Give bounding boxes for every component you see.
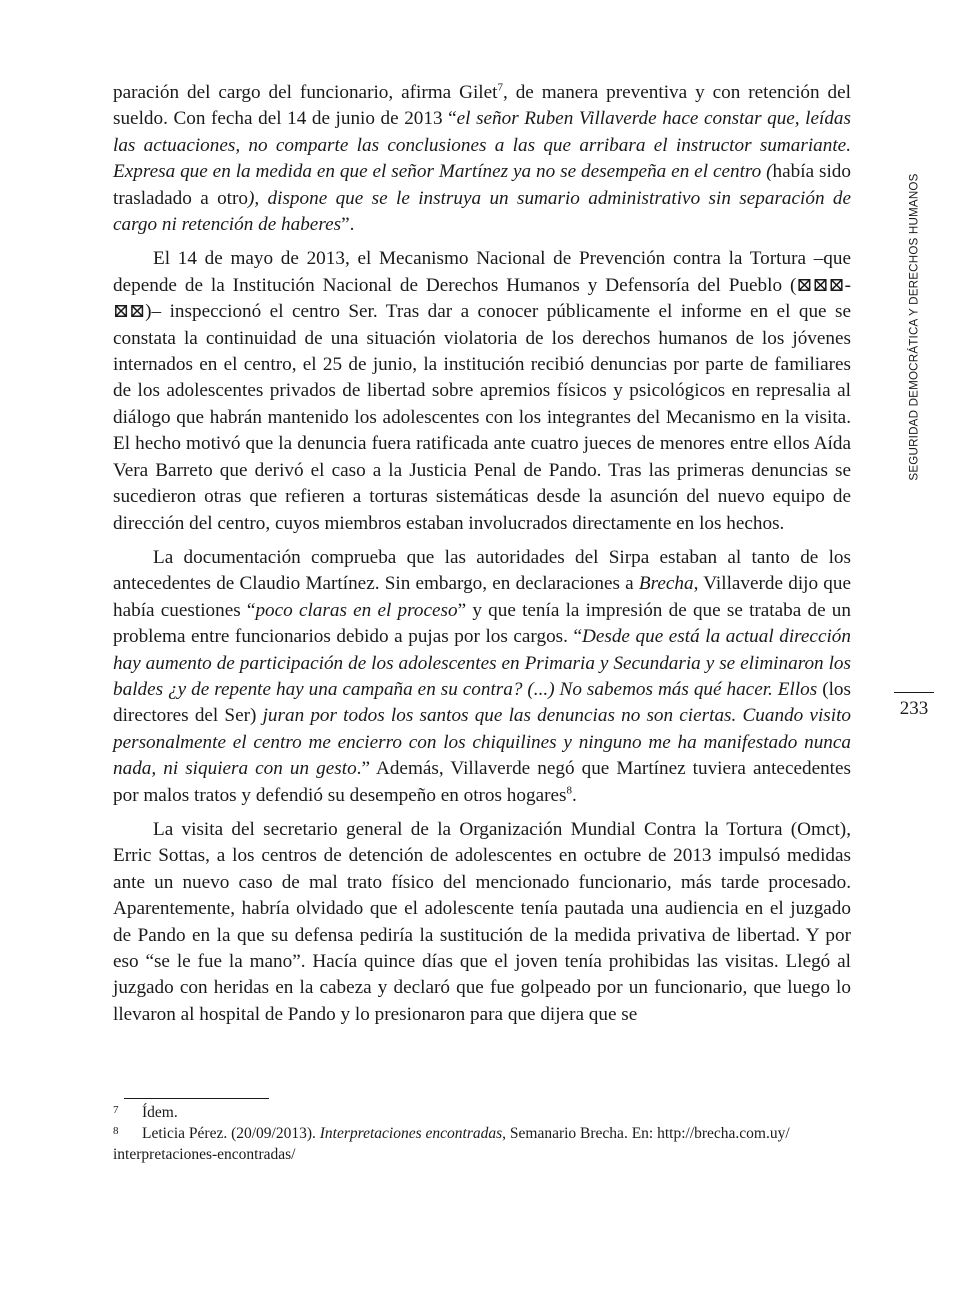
footnote-8-url-continuation: interpretaciones-encontradas/ <box>113 1146 296 1163</box>
paragraph-1 <box>113 80 851 238</box>
paragraph-3 <box>113 545 851 809</box>
text-run: ” y que tenía la impresión de que se trataba de un problema entre funcionarios debido a pujas por los cargos. “ <box>113 599 851 648</box>
italic-run: Desde que está la actual dirección hay aumento de participación de los adolescentes en Primaria y Secundaria y se eliminaron los baldes ¿y de repente hay una campaña en su contra? (...) No sabemos más qué hacer. Ellos <box>113 626 851 700</box>
italic-run: el señor Ruben Villaverde hace constar que, leídas las actuaciones, no comparte las conclusiones a las que arribara el instructor sumariante. Expresa que en la medida en que el señor Martínez ya no se desempeña en el centro ( <box>113 108 851 183</box>
footnote-7-number: 7 <box>113 1104 119 1116</box>
side-title-text: SEGURIDAD DEMOCRÁTICA Y DERECHOS HUMANOS <box>907 173 921 481</box>
footnote-7-text: Ídem. <box>142 1104 178 1121</box>
footnote-8-source: , Semanario Brecha. En: http://brecha.com.uy/ <box>502 1125 790 1142</box>
italic-run: poco claras en el proceso <box>255 599 458 621</box>
italic-run: ), dispone que se le instruya un sumario administrativo sin separación de cargo ni retención de haberes <box>113 187 852 236</box>
footnote-8 <box>113 1123 853 1144</box>
text-run: La visita del secretario general de la Organización Mundial Contra la Tortura (Omct), Erric Sottas, a los centros de detención de adolescentes en octubre de 2013 impulsó medidas ante un nuevo caso de mal trato físico del mencionado funcionario, más tarde procesado. Aparentemente, habría olvidado que el adolescente tenía pautada una audiencia en el juzgado de Pando en la que su defensa pediría la sustitución de la medida privativa de libertad. Y por eso “se le fue la mano”. Hacía quince días que el joven tenía prohibidas las visitas. Llegó al juzgado con heridas en la cabeza y declaró que fue golpeado por un funcionario, que luego lo llevaron al hospital de Pando y lo presionaron para que dijera que se <box>113 818 851 1025</box>
footnote-reference: 7 <box>497 81 503 94</box>
body-text <box>113 80 851 1036</box>
text-run: . <box>571 784 577 806</box>
footnote-8-number: 8 <box>113 1125 119 1137</box>
text-run: .” Además, Villaverde negó que Martínez tuviera antecedentes por malos tratos y defendió su desempeño en otros hogares <box>113 758 852 806</box>
italic-run: juran por todos los santos que las denuncias no son ciertas. Cuando visito personalmente el centro me encierro con los chiquilines y ninguno me ha manifestado nunca nada, ni siquiera con un gesto <box>113 705 851 780</box>
paragraph-2 <box>113 246 851 536</box>
running-side-title <box>904 168 924 486</box>
page-number: 233 <box>894 692 934 720</box>
footnote-8-citation: Leticia Pérez. (20/09/2013). <box>142 1125 320 1142</box>
text-run: había sido trasladado a otro <box>113 161 851 209</box>
footnote-divider <box>124 1098 269 1099</box>
text-run: (los directores del Ser) <box>113 678 851 727</box>
text-run: paración del cargo del funcionario, afirma Gilet <box>113 82 498 103</box>
text-run: , Villaverde dijo que había cuestiones “ <box>113 573 851 621</box>
text-run: El 14 de mayo de 2013, el Mecanismo Nacional de Prevención contra la Tortura –que depende de la Institución Nacional de Derechos Humanos y Defensoría del Pueblo (⊠⊠⊠-⊠⊠)– inspeccionó el centro Ser. Tras dar a conocer públicamente el informe en el que se constata la continuidad de una situación violatoria de los derechos humanos de los jóvenes internados en el centro, el 25 de junio, la institución recibió denuncias por parte de familiares de los adolescentes privados de libertad sobre apremios físicos y psicológicos en represalia al diálogo que habrán mantenido los adolescentes con los integrantes del Mecanismo en la visita. El hecho motivó que la denuncia fuera ratificada ante cuatro jueces de menores entre ellos Aída Vera Barreto que derivó el caso a la Justicia Penal de Pando. Tras las primeras denuncias se sucedieron otras que refieren a torturas sistemáticas desde la asunción del nuevo equipo de dirección del centro, cuyos miembros estaban involucrados directamente en los hechos. <box>113 248 851 534</box>
paragraph-4 <box>113 817 851 1028</box>
text-run: ”. <box>341 214 355 236</box>
footnote-reference: 8 <box>566 784 572 797</box>
text-run: , de manera preventiva y con retención del sueldo. Con fecha del 14 de junio de 2013 “ <box>113 82 851 130</box>
text-run: La documentación comprueba que las autoridades del Sirpa estaban al tanto de los antecedentes de Claudio Martínez. Sin embargo, en declaraciones a <box>113 546 851 595</box>
footnote-7 <box>113 1102 853 1123</box>
italic-run: Brecha <box>638 573 694 595</box>
footnote-8-title: Interpretaciones encontradas <box>319 1125 503 1142</box>
footnotes <box>113 1102 853 1165</box>
